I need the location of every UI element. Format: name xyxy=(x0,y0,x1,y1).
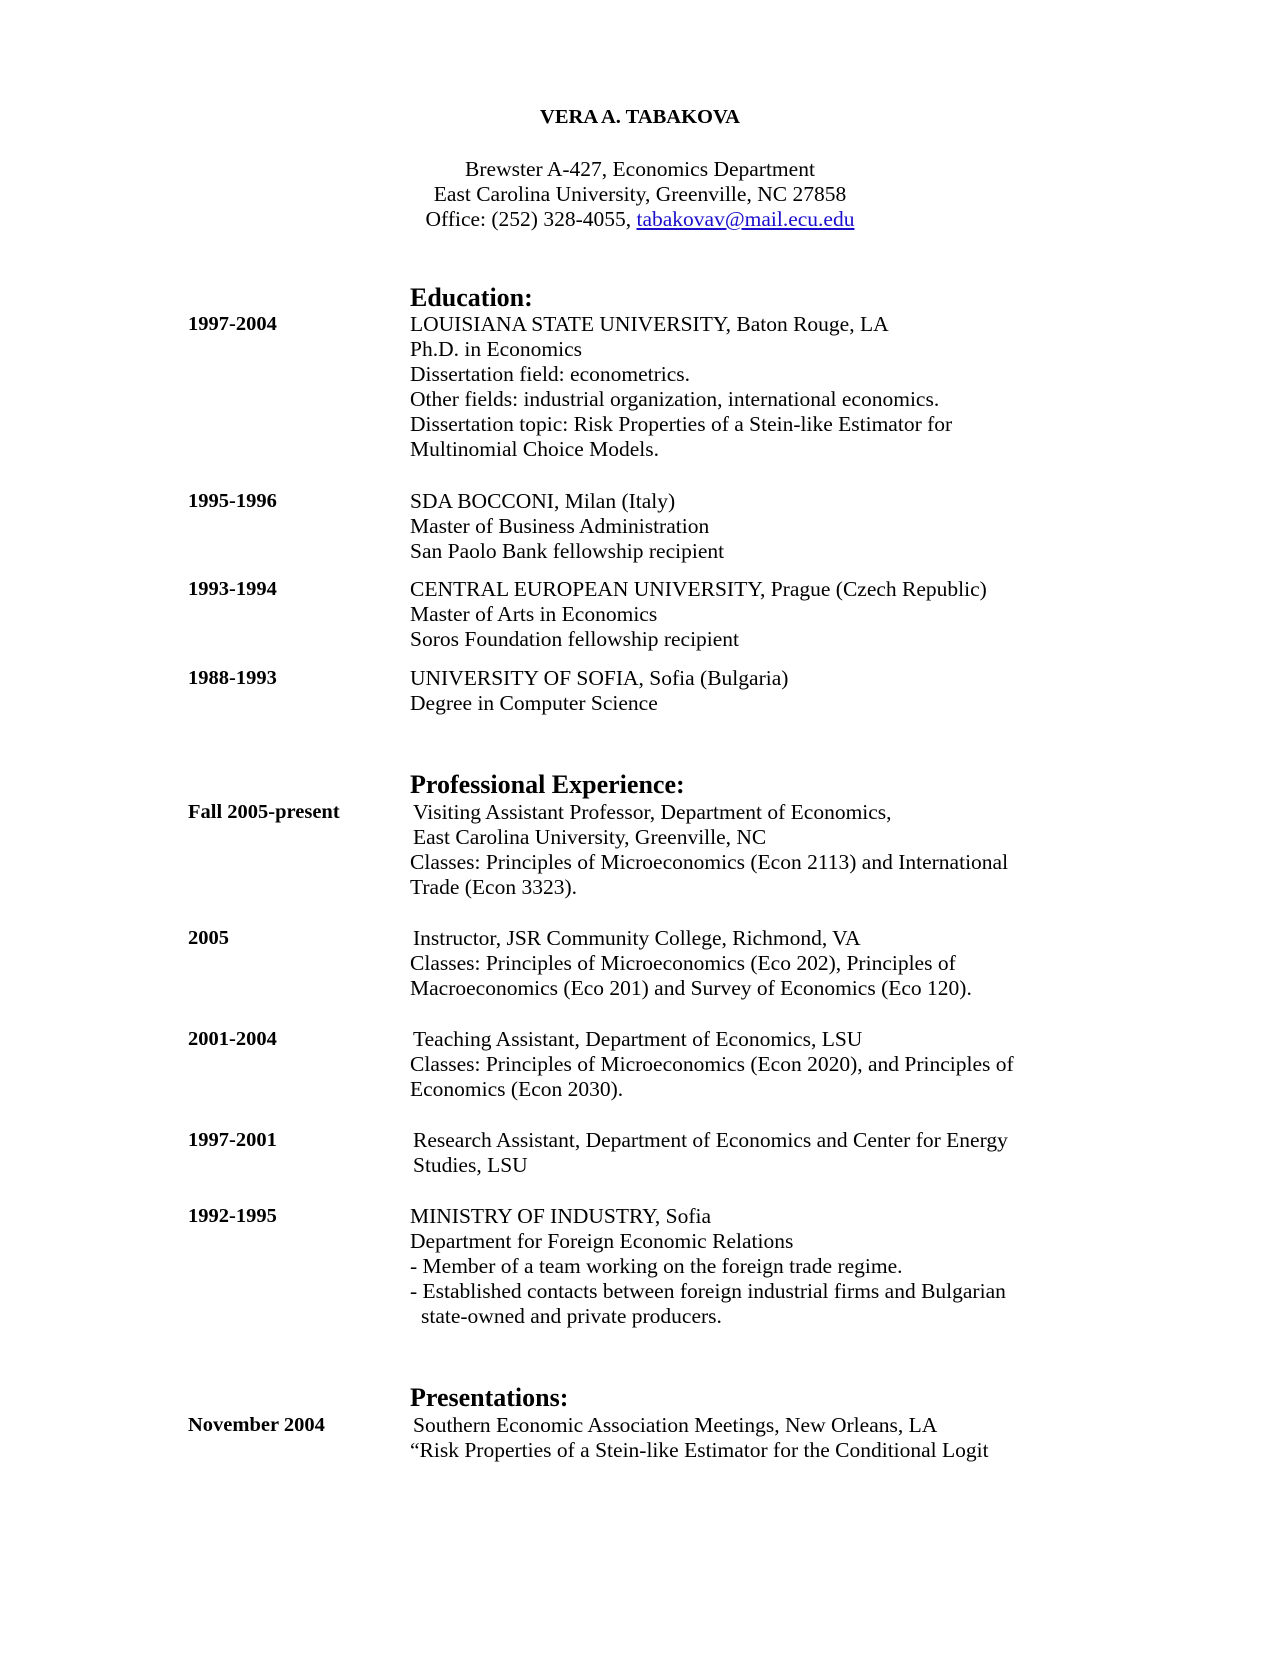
experience-line: Trade (Econ 3323). xyxy=(410,875,577,899)
education-line: Master of Arts in Economics xyxy=(410,602,658,626)
section-heading-education: Education: xyxy=(410,283,533,312)
experience-line: Classes: Principles of Microeconomics (Eco 202), Principles of xyxy=(410,951,956,975)
office-phone: Office: (252) 328-4055, xyxy=(425,207,637,231)
experience-line: East Carolina University, Greenville, NC xyxy=(413,825,767,849)
education-line: San Paolo Bank fellowship recipient xyxy=(410,539,725,563)
cv-name: VERA A. TABAKOVA xyxy=(540,106,740,128)
section-heading-experience: Professional Experience: xyxy=(410,770,685,799)
experience-dates: 2005 xyxy=(188,927,229,949)
education-dates: 1997-2004 xyxy=(188,313,277,335)
education-dates: 1993-1994 xyxy=(188,578,277,600)
experience-line: MINISTRY OF INDUSTRY, Sofia xyxy=(410,1204,712,1228)
experience-line: state-owned and private producers. xyxy=(421,1304,722,1328)
education-line: Degree in Computer Science xyxy=(410,691,658,715)
experience-line: Studies, LSU xyxy=(413,1153,528,1177)
education-line: Ph.D. in Economics xyxy=(410,337,582,361)
experience-dates: 1997-2001 xyxy=(188,1129,277,1151)
office-contact-line xyxy=(0,207,1280,232)
experience-dates: 1992-1995 xyxy=(188,1205,277,1227)
education-line: Multinomial Choice Models. xyxy=(410,437,660,461)
education-line: Master of Business Administration xyxy=(410,514,710,538)
experience-dates: Fall 2005-present xyxy=(188,801,340,823)
experience-line: Department for Foreign Economic Relations xyxy=(410,1229,794,1253)
education-dates: 1995-1996 xyxy=(188,490,277,512)
experience-line: Instructor, JSR Community College, Richmond, VA xyxy=(413,926,861,950)
education-line: Dissertation topic: Risk Properties of a Stein-like Estimator for xyxy=(410,412,953,436)
experience-dates: 2001-2004 xyxy=(188,1028,277,1050)
presentation-line: Southern Economic Association Meetings, New Orleans, LA xyxy=(413,1413,938,1437)
education-line: Soros Foundation fellowship recipient xyxy=(410,627,740,651)
section-heading-presentations: Presentations: xyxy=(410,1383,569,1412)
presentation-dates: November 2004 xyxy=(188,1414,325,1436)
experience-line: - Established contacts between foreign industrial firms and Bulgarian xyxy=(410,1279,1006,1303)
education-dates: 1988-1993 xyxy=(188,667,277,689)
education-line: Other fields: industrial organization, international economics. xyxy=(410,387,940,411)
experience-line: Economics (Econ 2030). xyxy=(410,1077,624,1101)
education-line: CENTRAL EUROPEAN UNIVERSITY, Prague (Czech Republic) xyxy=(410,577,987,601)
experience-line: Teaching Assistant, Department of Economics, LSU xyxy=(413,1027,863,1051)
address-line-1: Brewster A-427, Economics Department xyxy=(465,157,815,181)
experience-line: Macroeconomics (Eco 201) and Survey of Economics (Eco 120). xyxy=(410,976,972,1000)
experience-line: Classes: Principles of Microeconomics (Econ 2113) and International xyxy=(410,850,1009,874)
experience-line: Classes: Principles of Microeconomics (Econ 2020), and Principles of xyxy=(410,1052,1014,1076)
experience-line: - Member of a team working on the foreign trade regime. xyxy=(410,1254,903,1278)
presentation-line: “Risk Properties of a Stein-like Estimator for the Conditional Logit xyxy=(410,1438,989,1462)
experience-line: Visiting Assistant Professor, Department of Economics, xyxy=(413,800,892,824)
education-line: LOUISIANA STATE UNIVERSITY, Baton Rouge, LA xyxy=(410,312,889,336)
experience-line: Research Assistant, Department of Economics and Center for Energy xyxy=(413,1128,1008,1152)
email-link[interactable]: tabakovav@mail.ecu.edu xyxy=(636,207,855,231)
education-line: Dissertation field: econometrics. xyxy=(410,362,691,386)
education-line: UNIVERSITY OF SOFIA, Sofia (Bulgaria) xyxy=(410,666,789,690)
education-line: SDA BOCCONI, Milan (Italy) xyxy=(410,489,676,513)
address-line-2: East Carolina University, Greenville, NC 27858 xyxy=(433,182,847,206)
